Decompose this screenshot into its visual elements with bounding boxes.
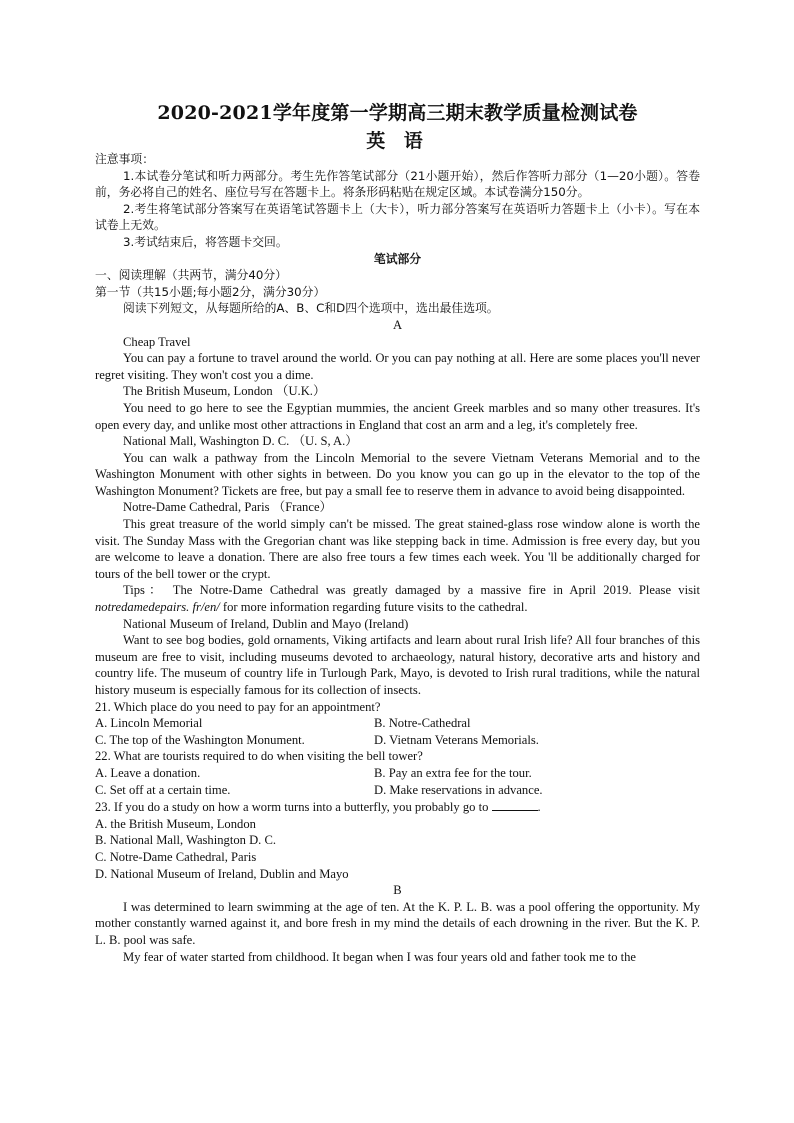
option-c: C. Set off at a certain time. bbox=[95, 782, 231, 797]
option-b: B. Notre-Cathedral bbox=[374, 716, 471, 731]
tips-text: The Notre-Dame Cathedral was greatly damaged by a massive fire in April 2019. Please visit bbox=[172, 583, 700, 598]
tips-paragraph bbox=[95, 582, 700, 615]
passage-paragraph: My fear of water started from childhood. It began when I was four years old and father took me to the bbox=[123, 949, 637, 964]
option-d: D. National Museum of Ireland, Dublin and Mayo bbox=[95, 866, 349, 881]
note-item: 2.考生将笔试部分答案写在英语笔试答题卡上（大卡），听力部分答案写在英语听力答题卡上（小卡）。写在本试卷上无效。 bbox=[95, 201, 700, 233]
subsection-heading: 第一节（共15小题;每小题2分，满分30分） bbox=[95, 284, 326, 299]
passage-letter: A bbox=[392, 317, 403, 332]
exam-title: 2020-2021学年度第一学期高三期末教学质量检测试卷 bbox=[157, 102, 638, 124]
passage-paragraph: This great treasure of the world simply can't be missed. The great stained-glass rose window alone is worth the visit. The Sunday Mass with the Gregorian chant was like stepping back in time. Admission is free every day, but you are welcome to leave a donation. There are also free tours a few times each week. You 'll be additionally charged for tours of the bell tower or the crypt. bbox=[95, 517, 700, 581]
notes-heading: 注意事项： bbox=[95, 152, 154, 166]
question-stem-23: 23. If you do a study on how a worm turns into a butterfly, you probably go to . bbox=[95, 800, 541, 815]
instruction: 阅读下列短文，从每题所给的A、B、C和D四个选项中，选出最佳选项。 bbox=[123, 301, 499, 316]
subject-title: 英 语 bbox=[366, 130, 429, 152]
passage-paragraph: I was determined to learn swimming at the age of ten. At the K. P. L. B. was a pool offering the opportunity. My mother constantly warned against it, and bore fresh in my mind the details of each drowning in the river. But the K. P. L. B. pool was safe. bbox=[95, 899, 700, 947]
answer-blank bbox=[492, 798, 538, 811]
option-d: D. Make reservations in advance. bbox=[374, 782, 543, 797]
written-section-heading: 笔试部分 bbox=[373, 251, 422, 266]
option-c: C. Notre-Dame Cathedral, Paris bbox=[95, 849, 257, 864]
passage-letter: B bbox=[393, 883, 402, 898]
place-name: National Mall, Washington D. C. （U. S, A.） bbox=[123, 434, 358, 449]
note-item: 3.考试结束后，将答题卡交回。 bbox=[123, 234, 288, 249]
passage-paragraph: You can walk a pathway from the Lincoln Memorial to the severe Vietnam Veterans Memorial and to the Washington Monument with other sights in between. Do you know you can go up in the elevator to the top of the Washington Monument? Tickets are free, but pay a small fee to reserve them in advance to avoid being disappointed. bbox=[95, 450, 700, 498]
question-stem: 23. If you do a study on how a worm turns into a butterfly, you probably go to bbox=[95, 800, 489, 815]
passage-title: Cheap Travel bbox=[123, 334, 191, 349]
option-d: D. Vietnam Veterans Memorials. bbox=[374, 732, 539, 747]
place-name: National Museum of Ireland, Dublin and Mayo (Ireland) bbox=[123, 616, 409, 631]
option-b: B. Pay an extra fee for the tour. bbox=[374, 765, 532, 780]
option-c: C. The top of the Washington Monument. bbox=[95, 732, 305, 747]
tips-label: Tips： bbox=[123, 583, 166, 598]
option-row bbox=[95, 732, 700, 749]
option-a: A. Lincoln Memorial bbox=[95, 716, 203, 731]
part-heading: 一、阅读理解（共两节，满分40分） bbox=[95, 268, 287, 283]
question-stem: 21. Which place do you need to pay for an appointment? bbox=[95, 699, 381, 714]
tips-tail: for more information regarding future visits to the cathedral. bbox=[222, 600, 528, 615]
exam-body bbox=[95, 151, 700, 965]
place-name: The British Museum, London （U.K.） bbox=[123, 384, 326, 399]
option-row bbox=[95, 782, 700, 799]
question-stem: 22. What are tourists required to do when visiting the bell tower? bbox=[95, 749, 423, 764]
note-item: 1.本试卷分笔试和听力两部分。考生先作答笔试部分（21小题开始），然后作答听力部分（1—20小题）。答卷前，务必将自己的姓名、座位号写在答题卡上。将条形码粘贴在规定区域。本试卷满分150分。 bbox=[95, 168, 700, 200]
passage-paragraph: You can pay a fortune to travel around the world. Or you can pay nothing at all. Here are some places you'll never regret visiting. They won't cost you a dime. bbox=[95, 351, 700, 382]
option-b: B. National Mall, Washington D. C. bbox=[95, 833, 277, 848]
tips-link: notredamedepairs. fr/en/ bbox=[95, 600, 220, 615]
option-row bbox=[95, 715, 700, 732]
option-row bbox=[95, 765, 700, 782]
passage-paragraph: Want to see bog bodies, gold ornaments, Viking artifacts and learn about rural Irish life? All four branches of this museum are free to visit, including museums devoted to archaeology, natural history, decorative arts and history and country life. The museum of country life in Turlough Park, Mayo, is devoted to Irish rural traditions, while the natural history museum is especially famous for its collection of insects. bbox=[95, 633, 700, 697]
option-a: A. the British Museum, London bbox=[95, 816, 256, 831]
passage-paragraph: You need to go here to see the Egyptian mummies, the ancient Greek marbles and so many other treasures. It's open every day, and unlike most other attractions in England that cost an arm and a leg, it's completely free. bbox=[95, 400, 700, 432]
option-a: A. Leave a donation. bbox=[95, 765, 201, 780]
place-name: Notre-Dame Cathedral, Paris （France） bbox=[123, 500, 333, 515]
